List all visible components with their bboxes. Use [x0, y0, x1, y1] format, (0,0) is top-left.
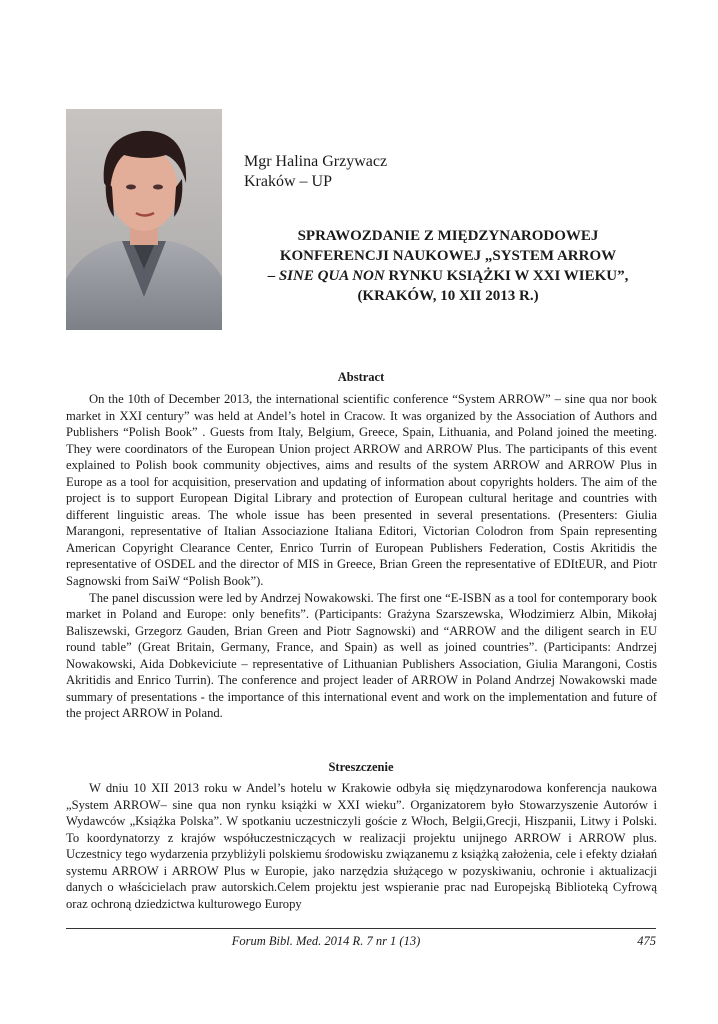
title-line-2: KONFERENCJI NAUKOWEJ „SYSTEM ARROW [279, 248, 617, 264]
title-line-3-rest: RYNKU KSIĄŻKI W XXI WIEKU”, [384, 268, 629, 284]
title-line-3-prefix: – [267, 268, 279, 284]
abstract-paragraph-2: The panel discussion were led by Andrzej Nowakowski. The first one “E-ISBN as a tool for contemporary book market in Poland and Europe: only benefits”. (Participants: Grażyna Szarszewska, Włodzimierz Albin, Mikołaj Baliszewski, Grzegorz Gauden, Brian Green and Piotr Sagnowski) and “ARROW and the diligent search in EU round table” (Great Britain, Germany, France, and Spain) as well as joined countries”. (Participants: Andrzej Nowakowski, Aida Dobkeviciute – representative of Lithuanian Publishers Association, Giulia Marangoni, Costis Akritidis and Enrico Turrin). The conference and project leader of ARROW in Poland Andrzej Nowakowski made summary of presentations - the importance of this international event and work on the implementation and future of the project ARROW in Poland. [66, 590, 657, 721]
title-line-4: (KRAKÓW, 10 XII 2013 R.) [357, 288, 539, 304]
footer-rule [66, 928, 656, 929]
author-block [244, 152, 387, 192]
title-line-3-italic: SINE QUA NON [278, 268, 385, 284]
abstract-heading: Abstract [337, 370, 385, 384]
streszczenie-heading: Streszczenie [328, 760, 394, 774]
article-title [235, 226, 661, 306]
abstract-paragraph-1: On the 10th of December 2013, the international scientific conference “System ARROW” – sine qua nor book market in XXI century” was held at Andel’s hotel in Cracow. It was organized by the Association of Authors and Publishers “Polish Book” . Guests from Italy, Belgium, Greece, Spain, Lithuania, and Poland joined the meeting. They were coordinators of the European Union project ARROW and ARROW Plus. The participants of this event explained to Polish book community objectives, aims and results of the system ARROW and ARROW Plus in Europe as a tool for acquisition, preservation and updating of information about copyrights holders. The aim of the project is to support European Digital Library and protection of European cultural heritage and countries with different linguistic areas. The whole issue has been presented in several presentations. (Presenters: Giulia Marangoni, representative of Italian Associazione Italiana Editori, Victorian Colodron from Spain representing American Copyright Clearance Center, Enrico Turrin of European Publishers Federation, Costis Akritidis the representative of OSDEL and the director of MIS in Greece, Brian Green the representative of EDItEUR, and Piotr Sagnowski from SaiW “Polish Book”). [66, 392, 657, 589]
abstract-body [66, 391, 657, 722]
streszczenie-body [66, 780, 657, 912]
page-number: 475 [637, 934, 656, 948]
streszczenie-paragraph-1: W dniu 10 XII 2013 roku w Andel’s hotelu w Krakowie odbyła się międzynarodowa konferencja naukowa „System ARROW– sine qua non rynku książki w XXI wieku”. Organizatorem było Stowarzyszenie Autorów i Wydawców „Książka Polska”. W spotkaniu uczestniczyli goście z Włoch, Belgii,Grecji, Hiszpanii, Litwy i Polski. To koordynatorzy z krajów współuczestniczących w realizacji projektu unijnego ARROW i ARROW plus. Uczestnicy tego wydarzenia przybliżyli polskiemu środowisku związanemu z książką założenia, cele i efekty działań systemu ARROW i ARROW Plus w Europie, jako narzędzia służącego w pozyskiwaniu, ochronie i aktualizacji danych o właścicielach praw autorskich.Celem projektu jest wspieranie prac nad Europejską Biblioteką Cyfrową oraz ochroną dziedzictwa kulturowego Europy [66, 781, 657, 911]
author-affiliation: Kraków – UP [244, 173, 332, 190]
author-name: Mgr Halina Grzywacz [244, 153, 388, 170]
author-photo [66, 109, 222, 330]
title-line-1: SPRAWOZDANIE Z MIĘDZYNARODOWEJ [297, 228, 599, 244]
page-footer [66, 932, 656, 950]
title-line-3 [235, 266, 661, 286]
journal-citation: Forum Bibl. Med. 2014 R. 7 nr 1 (13) [231, 934, 421, 948]
